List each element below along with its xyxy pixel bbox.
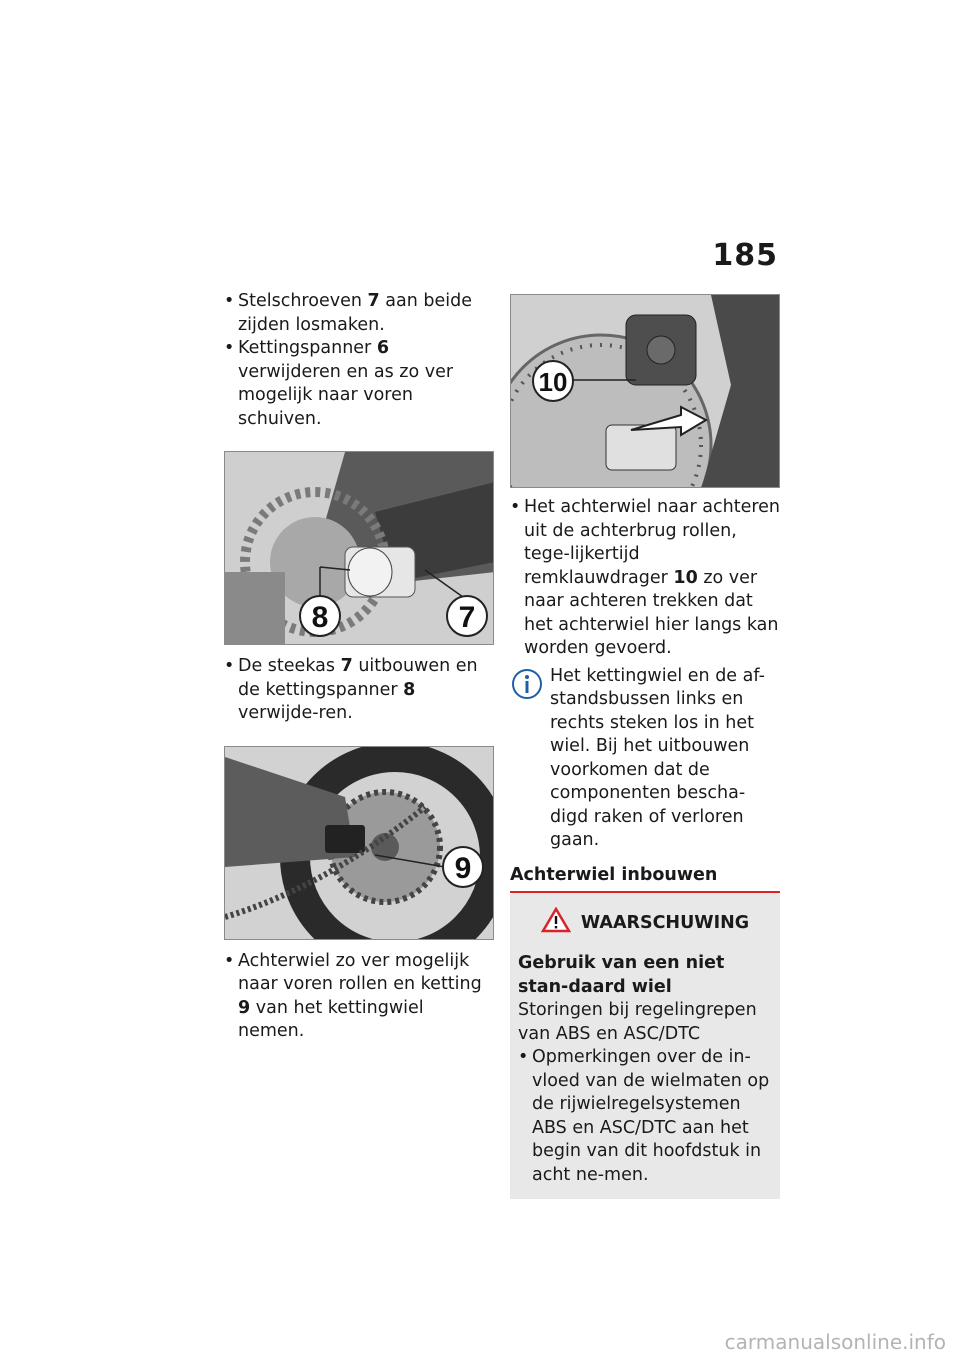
right-column xyxy=(510,294,780,1199)
figure-chain-sprocket xyxy=(224,746,494,940)
callout-10: 10 xyxy=(538,367,568,397)
callout-7: 7 xyxy=(458,601,476,634)
section-heading: Achterwiel inbouwen xyxy=(510,865,780,893)
note-text: Het kettingwiel en de af-standsbussen links en rechts steken los in het wiel. Bij het uitbouwen voorkomen dat de componenten bescha-digd raken of verloren gaan. xyxy=(550,665,765,850)
warning-box xyxy=(510,893,780,1200)
warning-body: Storingen bij regelingrepen van ABS en ASC/DTC xyxy=(518,1000,757,1044)
callout-9: 9 xyxy=(454,851,472,885)
info-note xyxy=(510,665,780,853)
figure-axle-tensioner xyxy=(224,451,494,645)
step-remove-chain-tensioner: • Kettingspanner 6 verwijderen en as zo ver mogelijk naar voren schuiven. xyxy=(224,337,494,431)
warning-title: WAARSCHUWING xyxy=(580,912,750,933)
warning-bullet: • Opmerkingen over de in-vloed van de wielmaten op de rijwielregelsystemen ABS en ASC/DTC aan het begin van dit hoofdstuk in acht ne-men. xyxy=(518,1046,772,1187)
step-loosen-adjusting-screws: • Stelschroeven 7 aan beide zijden losmaken. xyxy=(224,290,494,337)
warning-header xyxy=(518,907,772,941)
warning-triangle-icon xyxy=(541,907,571,941)
callout-8: 8 xyxy=(311,601,329,634)
step-remove-chain: • Achterwiel zo ver mogelijk naar voren rollen en ketting 9 van het kettingwiel nemen. xyxy=(224,950,494,1044)
figure-brake-caliper xyxy=(510,294,780,488)
page-number: 185 xyxy=(712,238,778,273)
step-roll-out-wheel: • Het achterwiel naar achteren uit de achterbrug rollen, tege-lijkertijd remklauwdrager 10 zo ver naar achteren trekken dat het achterwiel hier langs kan worden gevoerd. xyxy=(510,496,780,661)
warning-subtitle: Gebruik van een niet stan-daard wiel xyxy=(518,953,725,997)
watermark: carmanualsonline.info xyxy=(724,1330,946,1354)
info-icon xyxy=(510,667,544,709)
step-remove-axle: • De steekas 7 uitbouwen en de kettingspanner 8 verwijde-ren. xyxy=(224,655,494,726)
left-column xyxy=(224,290,494,1044)
